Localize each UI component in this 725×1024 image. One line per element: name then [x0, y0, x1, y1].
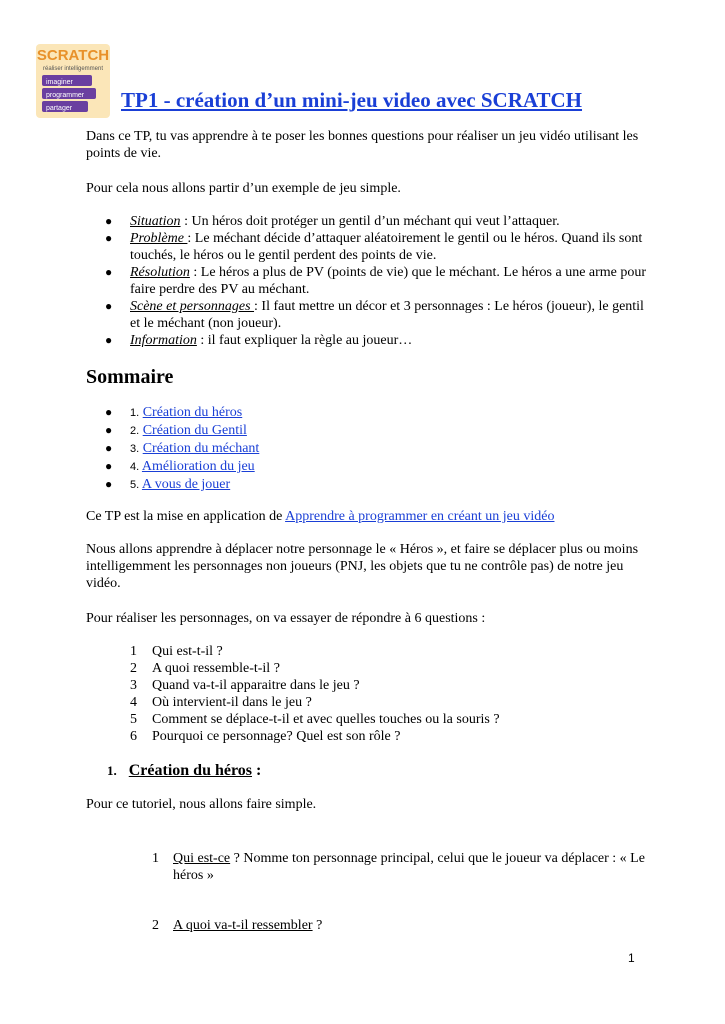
sommaire-item	[86, 458, 646, 476]
section-title: Création du héros	[128, 762, 253, 779]
question-text: Pourquoi ce personnage? Quel est son rôle ?	[152, 729, 401, 744]
scratch-logo	[36, 44, 110, 118]
step-text: ? Nomme ton personnage principal, celui que le joueur va déplacer : « Le héros »	[173, 851, 645, 883]
sommaire-link-heros[interactable]: Création du héros	[142, 405, 243, 420]
question-text: Comment se déplace-t-il et avec quelles touches ou la souris ?	[152, 712, 500, 727]
step-number: 2	[152, 918, 159, 933]
bullet-icon: ●	[105, 214, 113, 228]
sommaire-link-mechant[interactable]: Création du méchant	[142, 441, 260, 456]
sommaire-number: 3.	[130, 443, 140, 455]
step-question: A quoi va-t-il ressembler	[173, 918, 313, 933]
bullet-text: : Le héros a plus de PV (points de vie) que le méchant. Le héros a une arme pour faire perdre des PV au méchant.	[130, 265, 647, 297]
sommaire-item	[86, 476, 646, 494]
sommaire-link-amelioration[interactable]: Amélioration du jeu	[141, 459, 255, 474]
application-paragraph	[86, 508, 646, 525]
sommaire-item	[86, 404, 646, 422]
document-title: TP1 - création d’un mini-jeu video avec SCRATCH	[121, 88, 583, 112]
question-item	[130, 660, 630, 677]
question-text: Qui est-t-il ?	[152, 644, 223, 659]
page-number: 1	[628, 951, 635, 965]
scenario-list	[86, 213, 656, 349]
logo-tagline: réaliser intelligemment	[42, 66, 104, 72]
bullet-text: : il faut expliquer la règle au joueur…	[196, 333, 413, 348]
list-item	[86, 213, 656, 230]
question-number: 3	[130, 678, 137, 693]
step-text: ?	[312, 918, 323, 933]
logo-item-programmer: programmer	[46, 92, 85, 99]
bullet-term: Problème	[130, 231, 188, 246]
question-number: 2	[130, 661, 137, 676]
question-number: 5	[130, 712, 137, 727]
bullet-icon: ●	[105, 333, 113, 347]
sommaire-item	[86, 440, 646, 458]
logo-brand: SCRATCH	[36, 47, 110, 64]
step-item	[152, 850, 652, 884]
logo-item-imaginer: imaginer	[46, 79, 73, 86]
bullet-term: Résolution	[130, 265, 190, 280]
question-text: Quand va-t-il apparaitre dans le jeu ?	[152, 678, 360, 693]
deplacer-paragraph: Nous allons apprendre à déplacer notre personnage le « Héros », et faire se déplacer plus ou moins intelligemment les personnages non joueurs (PNJ, les objets que tu ne contrôle pas) de notre jeu vidéo.	[86, 542, 639, 591]
bullet-icon: ●	[105, 231, 113, 245]
section-number: 1.	[107, 763, 117, 778]
bullet-term: Information	[130, 333, 197, 348]
intro-paragraph-2: Pour cela nous allons partir d’un exemple de jeu simple.	[86, 181, 401, 196]
logo-item-partager: partager	[46, 105, 73, 112]
questions-intro: Pour réaliser les personnages, on va essayer de répondre à 6 questions :	[86, 611, 486, 626]
sommaire-heading: Sommaire	[86, 366, 174, 388]
bullet-icon: ●	[105, 441, 113, 455]
question-text: A quoi ressemble-t-il ?	[152, 661, 280, 676]
bullet-icon: ●	[105, 265, 113, 279]
section-heading	[107, 762, 261, 780]
sommaire-number: 2.	[130, 425, 140, 437]
list-item	[86, 332, 656, 349]
bullet-text: : Il faut mettre un décor et 3 personnages : Le héros (joueur), le gentil et le méchant (non joueur).	[130, 299, 644, 331]
sommaire-list	[86, 404, 646, 494]
bullet-term: Scène et personnages	[130, 299, 255, 314]
question-item	[130, 728, 630, 745]
sommaire-number: 4.	[130, 461, 140, 473]
sommaire-link-jouer[interactable]: A vous de jouer	[141, 477, 231, 492]
bullet-text: : Le méchant décide d’attaquer aléatoirement le gentil ou le héros. Quand ils sont touchés, le héros ou le gentil perdent des points de vie.	[130, 231, 643, 263]
question-number: 1	[130, 644, 137, 659]
sommaire-number: 1.	[130, 407, 140, 419]
bullet-icon: ●	[105, 299, 113, 313]
sommaire-number: 5.	[130, 479, 140, 491]
bullet-icon: ●	[105, 405, 113, 419]
question-item	[130, 677, 630, 694]
sommaire-link-gentil[interactable]: Création du Gentil	[142, 423, 247, 438]
list-item	[86, 264, 656, 298]
section-suffix: :	[252, 762, 262, 779]
step-question: Qui est-ce	[173, 851, 231, 866]
bullet-icon: ●	[105, 423, 113, 437]
question-text: Où intervient-il dans le jeu ?	[152, 695, 312, 710]
bullet-term: Situation	[130, 214, 181, 229]
tuto-paragraph: Pour ce tutoriel, nous allons faire simple.	[86, 797, 317, 812]
application-link[interactable]: Apprendre à programmer en créant un jeu vidéo	[285, 509, 555, 524]
question-number: 4	[130, 695, 137, 710]
bullet-icon: ●	[105, 477, 113, 491]
intro-paragraph: Dans ce TP, tu vas apprendre à te poser les bonnes questions pour réaliser un jeu vidéo utilisant les points de vie.	[86, 129, 639, 161]
bullet-text: : Un héros doit protéger un gentil d’un méchant qui veut l’attaquer.	[180, 214, 560, 229]
list-item	[86, 230, 656, 264]
list-item	[86, 298, 656, 332]
application-prefix: Ce TP est la mise en application de	[86, 509, 286, 524]
step-item	[152, 917, 652, 934]
questions-list	[130, 643, 630, 745]
bullet-icon: ●	[105, 459, 113, 473]
step-number: 1	[152, 851, 159, 866]
question-item	[130, 694, 630, 711]
question-item	[130, 643, 630, 660]
question-number: 6	[130, 729, 137, 744]
question-item	[130, 711, 630, 728]
sommaire-item	[86, 422, 646, 440]
